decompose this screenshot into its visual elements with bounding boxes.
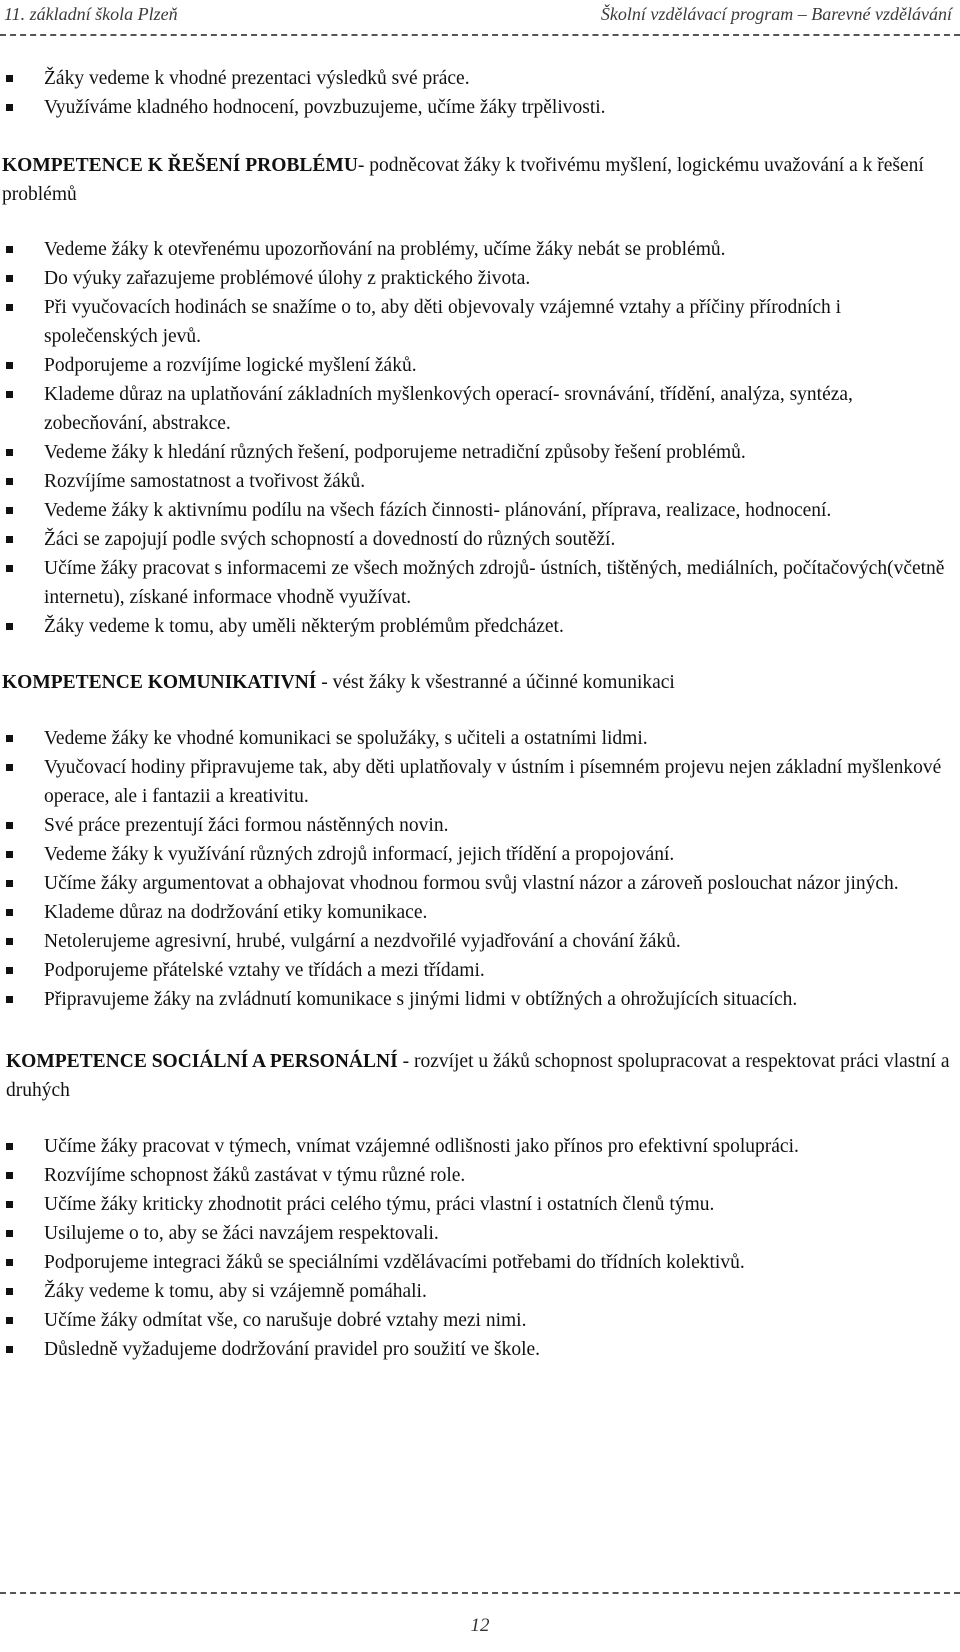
list-item: Rozvíjíme samostatnost a tvořivost žáků. [0, 467, 952, 496]
section-description: - vést žáky k všestranné a účinné komunikaci [316, 672, 675, 693]
list-item: Klademe důraz na dodržování etiky komunikace. [0, 898, 952, 927]
section-description: - podněcovat žáky k tvořivému myšlení, logickému uvažování a k řešení problémů [2, 155, 924, 205]
section-heading-problem-solving [0, 151, 952, 209]
social-personal-list [0, 1132, 952, 1364]
list-item: Využíváme kladného hodnocení, povzbuzujeme, učíme žáky trpělivosti. [0, 93, 952, 122]
header-divider [0, 34, 960, 36]
list-item: Podporujeme a rozvíjíme logické myšlení žáků. [0, 351, 952, 380]
list-item: Důsledně vyžadujeme dodržování pravidel pro soužití ve škole. [0, 1335, 952, 1364]
list-item: Klademe důraz na uplatňování základních myšlenkových operací- srovnávání, třídění, analýza, syntéza, zobecňování, abstrakce. [0, 380, 952, 438]
section-heading-communication [0, 668, 952, 697]
list-item: Žáky vedeme k tomu, aby uměli některým problémům předcházet. [0, 612, 952, 641]
list-item: Své práce prezentují žáci formou nástěnných novin. [0, 811, 952, 840]
list-item: Učíme žáky odmítat vše, co narušuje dobré vztahy mezi nimi. [0, 1306, 952, 1335]
section-title: KOMPETENCE KOMUNIKATIVNÍ [2, 672, 317, 693]
list-item: Rozvíjíme schopnost žáků zastávat v týmu různé role. [0, 1161, 952, 1190]
list-item: Podporujeme integraci žáků se speciálními vzdělávacími potřebami do třídních kolektivů. [0, 1248, 952, 1277]
list-item: Učíme žáky pracovat v týmech, vnímat vzájemné odlišnosti jako přínos pro efektivní spolupráci. [0, 1132, 952, 1161]
section-heading-social-personal [0, 1047, 952, 1105]
footer-divider [0, 1592, 960, 1594]
document-body [0, 64, 952, 1364]
program-title: Školní vzdělávací program – Barevné vzdělávání [600, 4, 952, 24]
list-item: Učíme žáky argumentovat a obhajovat vhodnou formou svůj vlastní názor a zároveň poslouchat názor jiných. [0, 869, 952, 898]
problem-solving-list [0, 235, 952, 641]
list-item: Učíme žáky kriticky zhodnotit práci celého týmu, práci vlastní i ostatních členů týmu. [0, 1190, 952, 1219]
list-item: Podporujeme přátelské vztahy ve třídách a mezi třídami. [0, 956, 952, 985]
list-item: Učíme žáky pracovat s informacemi ze všech možných zdrojů- ústních, tištěných, mediálních, počítačových(včetně internetu), získané informace vhodně využívat. [0, 554, 952, 612]
list-item: Vedeme žáky ke vhodné komunikaci se spolužáky, s učiteli a ostatními lidmi. [0, 724, 952, 753]
communication-list [0, 724, 952, 1014]
list-item: Žáci se zapojují podle svých schopností a dovedností do různých soutěží. [0, 525, 952, 554]
list-item: Vedeme žáky k aktivnímu podílu na všech fázích činnosti- plánování, příprava, realizace, hodnocení. [0, 496, 952, 525]
list-item: Vyučovací hodiny připravujeme tak, aby děti uplatňovaly v ústním i písemném projevu nejen základní myšlenkové operace, ale i fantazii a kreativitu. [0, 753, 952, 811]
list-item: Do výuky zařazujeme problémové úlohy z praktického života. [0, 264, 952, 293]
list-item: Vedeme žáky k hledání různých řešení, podporujeme netradiční způsoby řešení problémů. [0, 438, 952, 467]
intro-list [0, 64, 952, 122]
list-item: Vedeme žáky k otevřenému upozorňování na problémy, učíme žáky nebát se problémů. [0, 235, 952, 264]
section-description: - rozvíjet u žáků schopnost spolupracovat a respektovat práci vlastní a druhých [6, 1051, 950, 1101]
section-title: KOMPETENCE SOCIÁLNÍ A PERSONÁLNÍ [6, 1051, 398, 1072]
list-item: Netolerujeme agresivní, hrubé, vulgární a nezdvořilé vyjadřování a chování žáků. [0, 927, 952, 956]
list-item: Žáky vedeme k vhodné prezentaci výsledků své práce. [0, 64, 952, 93]
list-item: Připravujeme žáky na zvládnutí komunikace s jinými lidmi v obtížných a ohrožujících situacích. [0, 985, 952, 1014]
list-item: Vedeme žáky k využívání různých zdrojů informací, jejich třídění a propojování. [0, 840, 952, 869]
page-header [0, 4, 960, 30]
list-item: Žáky vedeme k tomu, aby si vzájemně pomáhali. [0, 1277, 952, 1306]
school-name: 11. základní škola Plzeň [4, 4, 178, 24]
section-title: KOMPETENCE K ŘEŠENÍ PROBLÉMU [2, 155, 358, 176]
list-item: Usilujeme o to, aby se žáci navzájem respektovali. [0, 1219, 952, 1248]
list-item: Při vyučovacích hodinách se snažíme o to, aby děti objevovaly vzájemné vztahy a příčiny přírodních i společenských jevů. [0, 293, 952, 351]
page-number: 12 [470, 1615, 490, 1636]
